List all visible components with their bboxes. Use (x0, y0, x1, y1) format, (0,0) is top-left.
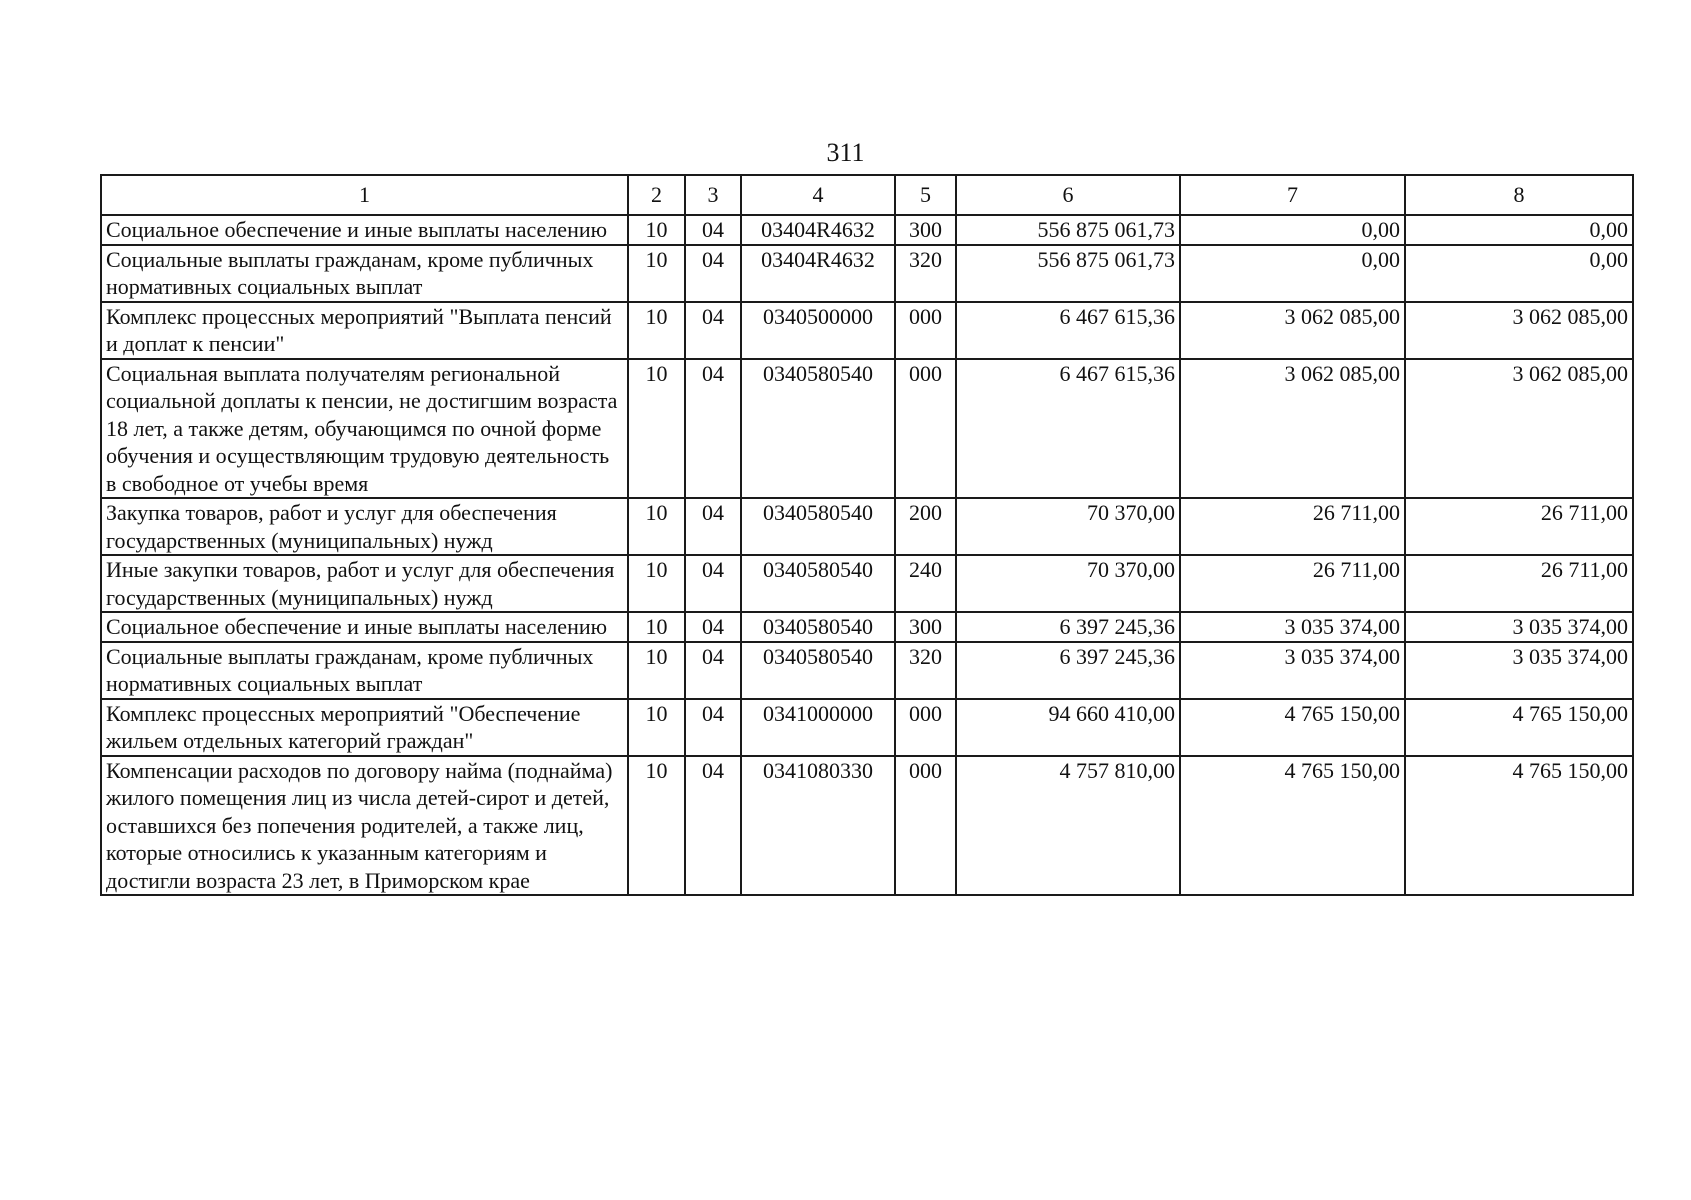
row-name: Социальные выплаты гражданам, кроме публичных нормативных социальных выплат (101, 642, 628, 699)
row-expense-type: 320 (895, 245, 956, 302)
row-amount-8: 26 711,00 (1405, 555, 1633, 612)
row-expense-type: 200 (895, 498, 956, 555)
row-target-code: 0340500000 (741, 302, 895, 359)
row-name: Социальные выплаты гражданам, кроме публичных нормативных социальных выплат (101, 245, 628, 302)
row-target-code: 0340580540 (741, 612, 895, 642)
table-row (101, 215, 1633, 245)
row-subsection: 04 (685, 245, 741, 302)
row-section: 10 (628, 215, 685, 245)
row-expense-type: 320 (895, 642, 956, 699)
row-amount-6: 6 467 615,36 (956, 302, 1180, 359)
row-amount-7: 26 711,00 (1180, 555, 1405, 612)
row-section: 10 (628, 555, 685, 612)
row-amount-8: 3 035 374,00 (1405, 642, 1633, 699)
row-amount-8: 4 765 150,00 (1405, 756, 1633, 896)
table-row (101, 359, 1633, 499)
row-amount-6: 70 370,00 (956, 555, 1180, 612)
row-section: 10 (628, 612, 685, 642)
row-target-code: 0341000000 (741, 699, 895, 756)
row-subsection: 04 (685, 359, 741, 499)
row-expense-type: 000 (895, 699, 956, 756)
row-name: Социальная выплата получателям региональной социальной доплаты к пенсии, не достигшим возраста 18 лет, а также детям, обучающимся по очной форме обучения и осуществляющим трудовую деятельность в свободное от учебы время (101, 359, 628, 499)
row-section: 10 (628, 699, 685, 756)
table-header (101, 175, 1633, 215)
row-amount-6: 6 397 245,36 (956, 642, 1180, 699)
row-section: 10 (628, 302, 685, 359)
row-amount-6: 6 397 245,36 (956, 612, 1180, 642)
row-amount-6: 6 467 615,36 (956, 359, 1180, 499)
row-target-code: 0340580540 (741, 642, 895, 699)
row-amount-7: 3 035 374,00 (1180, 612, 1405, 642)
row-name: Комплекс процессных мероприятий "Выплата пенсий и доплат к пенсии" (101, 302, 628, 359)
table-row (101, 245, 1633, 302)
row-amount-8: 3 062 085,00 (1405, 302, 1633, 359)
row-amount-8: 3 062 085,00 (1405, 359, 1633, 499)
row-subsection: 04 (685, 699, 741, 756)
column-header-8: 8 (1405, 175, 1633, 215)
row-name: Закупка товаров, работ и услуг для обеспечения государственных (муниципальных) нужд (101, 498, 628, 555)
row-target-code: 0340580540 (741, 498, 895, 555)
row-name: Компенсации расходов по договору найма (поднайма) жилого помещения лиц из числа детей-сирот и детей, оставшихся без попечения родителей, а также лиц, которые относились к указанным категориям и достигли возраста 23 лет, в Приморском крае (101, 756, 628, 896)
row-subsection: 04 (685, 215, 741, 245)
row-section: 10 (628, 642, 685, 699)
row-subsection: 04 (685, 642, 741, 699)
table-row (101, 555, 1633, 612)
table-row (101, 612, 1633, 642)
row-name: Социальное обеспечение и иные выплаты населению (101, 215, 628, 245)
row-section: 10 (628, 756, 685, 896)
row-section: 10 (628, 359, 685, 499)
row-name: Комплекс процессных мероприятий "Обеспечение жильем отдельных категорий граждан" (101, 699, 628, 756)
row-target-code: 03404R4632 (741, 245, 895, 302)
row-amount-6: 4 757 810,00 (956, 756, 1180, 896)
row-name: Иные закупки товаров, работ и услуг для обеспечения государственных (муниципальных) нужд (101, 555, 628, 612)
row-amount-6: 94 660 410,00 (956, 699, 1180, 756)
column-header-5: 5 (895, 175, 956, 215)
row-target-code: 0340580540 (741, 359, 895, 499)
row-amount-7: 3 062 085,00 (1180, 302, 1405, 359)
row-amount-6: 556 875 061,73 (956, 245, 1180, 302)
column-header-7: 7 (1180, 175, 1405, 215)
row-amount-7: 3 062 085,00 (1180, 359, 1405, 499)
row-expense-type: 000 (895, 302, 956, 359)
row-amount-7: 26 711,00 (1180, 498, 1405, 555)
row-amount-7: 3 035 374,00 (1180, 642, 1405, 699)
row-amount-6: 556 875 061,73 (956, 215, 1180, 245)
row-target-code: 0341080330 (741, 756, 895, 896)
row-amount-6: 70 370,00 (956, 498, 1180, 555)
row-subsection: 04 (685, 555, 741, 612)
row-amount-8: 0,00 (1405, 245, 1633, 302)
row-name: Социальное обеспечение и иные выплаты населению (101, 612, 628, 642)
row-expense-type: 240 (895, 555, 956, 612)
column-header-6: 6 (956, 175, 1180, 215)
row-subsection: 04 (685, 756, 741, 896)
page-number: 311 (826, 138, 865, 167)
column-header-4: 4 (741, 175, 895, 215)
table-row (101, 302, 1633, 359)
header-row (101, 175, 1633, 215)
row-amount-8: 3 035 374,00 (1405, 612, 1633, 642)
row-expense-type: 000 (895, 756, 956, 896)
row-amount-8: 0,00 (1405, 215, 1633, 245)
row-subsection: 04 (685, 612, 741, 642)
row-subsection: 04 (685, 498, 741, 555)
row-target-code: 03404R4632 (741, 215, 895, 245)
table-row (101, 498, 1633, 555)
row-target-code: 0340580540 (741, 555, 895, 612)
column-header-2: 2 (628, 175, 685, 215)
row-subsection: 04 (685, 302, 741, 359)
table-row (101, 642, 1633, 699)
table-row (101, 756, 1633, 896)
column-header-1: 1 (101, 175, 628, 215)
row-section: 10 (628, 245, 685, 302)
row-amount-8: 26 711,00 (1405, 498, 1633, 555)
row-amount-7: 0,00 (1180, 245, 1405, 302)
row-expense-type: 300 (895, 612, 956, 642)
table-body (101, 215, 1633, 895)
row-section: 10 (628, 498, 685, 555)
row-amount-8: 4 765 150,00 (1405, 699, 1633, 756)
row-expense-type: 300 (895, 215, 956, 245)
row-expense-type: 000 (895, 359, 956, 499)
column-header-3: 3 (685, 175, 741, 215)
row-amount-7: 4 765 150,00 (1180, 756, 1405, 896)
row-amount-7: 0,00 (1180, 215, 1405, 245)
table-row (101, 699, 1633, 756)
budget-table (100, 174, 1634, 896)
row-amount-7: 4 765 150,00 (1180, 699, 1405, 756)
